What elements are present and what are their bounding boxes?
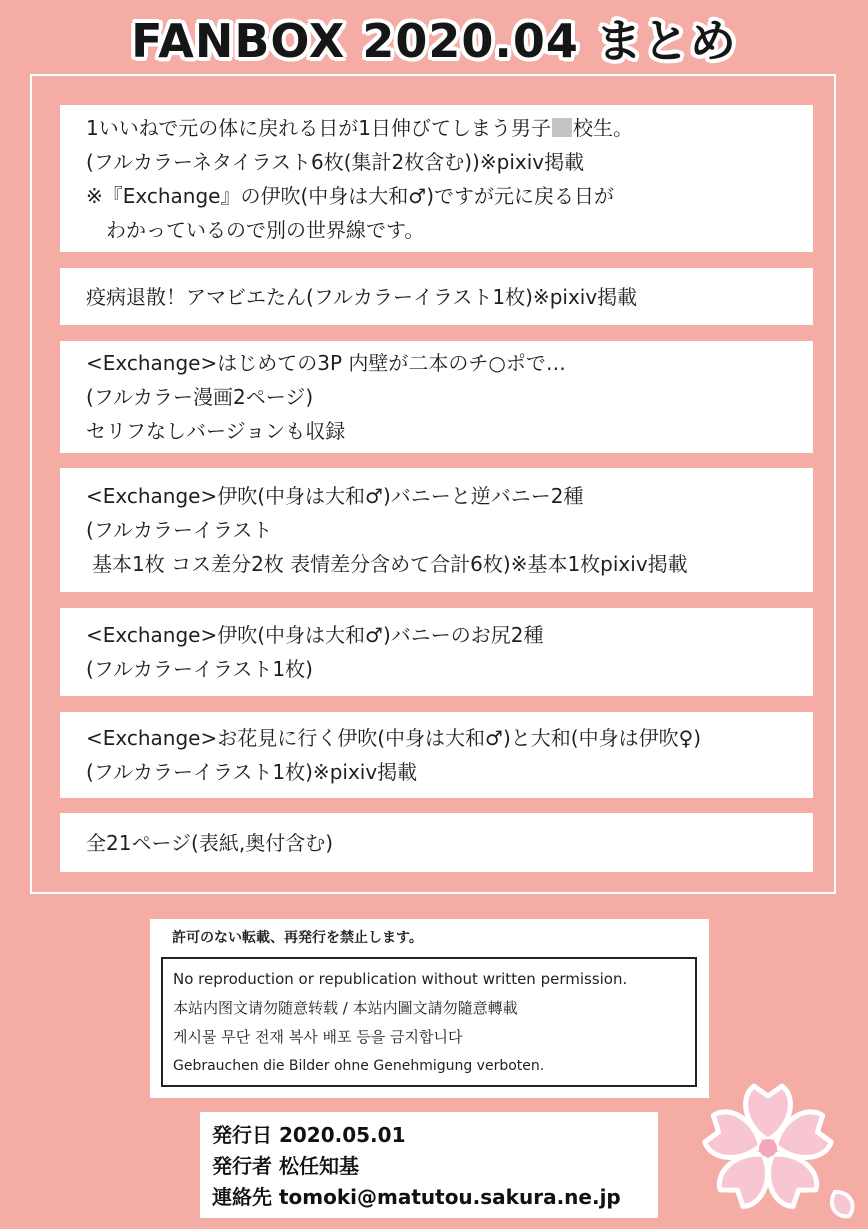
- item-line: (フルカラー漫画2ページ): [86, 385, 314, 409]
- item-line: わかっているので別の世界線です。: [106, 217, 425, 242]
- sakura-flower-icon: [700, 1070, 868, 1229]
- list-item: [60, 268, 813, 325]
- page-title: FANBOX 2020.04 まとめ: [131, 14, 737, 68]
- notice-multilingual-box: [161, 957, 697, 1087]
- item-line: 疫病退散！アマビエたん(フルカラーイラスト1枚)※pixiv掲載: [86, 284, 638, 309]
- item-text: 校生。: [572, 115, 633, 140]
- item-line: 基本1枚 コス差分2枚 表情差分含めて合計6枚)※基本1枚pixiv掲載: [92, 552, 688, 576]
- copyright-notice: [150, 919, 709, 1098]
- list-item: [60, 608, 813, 696]
- notice-german: Gebrauchen die Bilder ohne Genehmigung verboten.: [173, 1058, 545, 1074]
- contact: 連絡先 tomoki@matutou.sakura.ne.jp: [212, 1185, 621, 1209]
- item-line: (フルカラーイラスト1枚)※pixiv掲載: [86, 760, 418, 784]
- list-item: [60, 813, 813, 872]
- item-line: (フルカラーイラスト1枚): [86, 657, 313, 681]
- notice-english: No reproduction or republication without written permission.: [173, 970, 628, 988]
- item-line: [86, 111, 803, 145]
- item-line: 全21ページ(表紙,奥付含む): [86, 830, 334, 855]
- list-item: [60, 105, 813, 252]
- publication-info: [200, 1112, 658, 1218]
- publisher: 発行者 松任知基: [212, 1154, 359, 1178]
- publish-date: 発行日 2020.05.01: [212, 1123, 406, 1147]
- notice-korean: 게시물 무단 전재 복사 배포 등을 금지합니다: [173, 1028, 463, 1046]
- list-item: [60, 341, 813, 453]
- item-text: 1いいねで元の体に戻れる日が1日伸びてしまう男子: [86, 115, 551, 140]
- item-line: セリフなしバージョンも収録: [86, 419, 346, 443]
- list-item: [60, 712, 813, 798]
- item-line: <Exchange>伊吹(中身は大和♂)バニーと逆バニー2種: [86, 484, 584, 508]
- censor-mosaic: [552, 118, 572, 137]
- item-line: (フルカラーネタイラスト6枚(集計2枚含む))※pixiv掲載: [86, 149, 585, 174]
- item-line: ※『Exchange』の伊吹(中身は大和♂)ですが元に戻る日が: [86, 183, 615, 208]
- item-line: <Exchange>お花見に行く伊吹(中身は大和♂)と大和(中身は伊吹♀): [86, 726, 702, 750]
- notice-japanese: 許可のない転載、再発行を禁止します。: [172, 930, 423, 946]
- item-line: <Exchange>伊吹(中身は大和♂)バニーのお尻2種: [86, 623, 544, 647]
- item-line: (フルカラーイラスト: [86, 518, 273, 542]
- list-item: [60, 468, 813, 592]
- item-line: <Exchange>はじめての3P 内壁が二本のチ○ポで…: [86, 351, 566, 375]
- notice-chinese: 本站内图文请勿随意转载 / 本站内圖文請勿隨意轉載: [173, 999, 518, 1017]
